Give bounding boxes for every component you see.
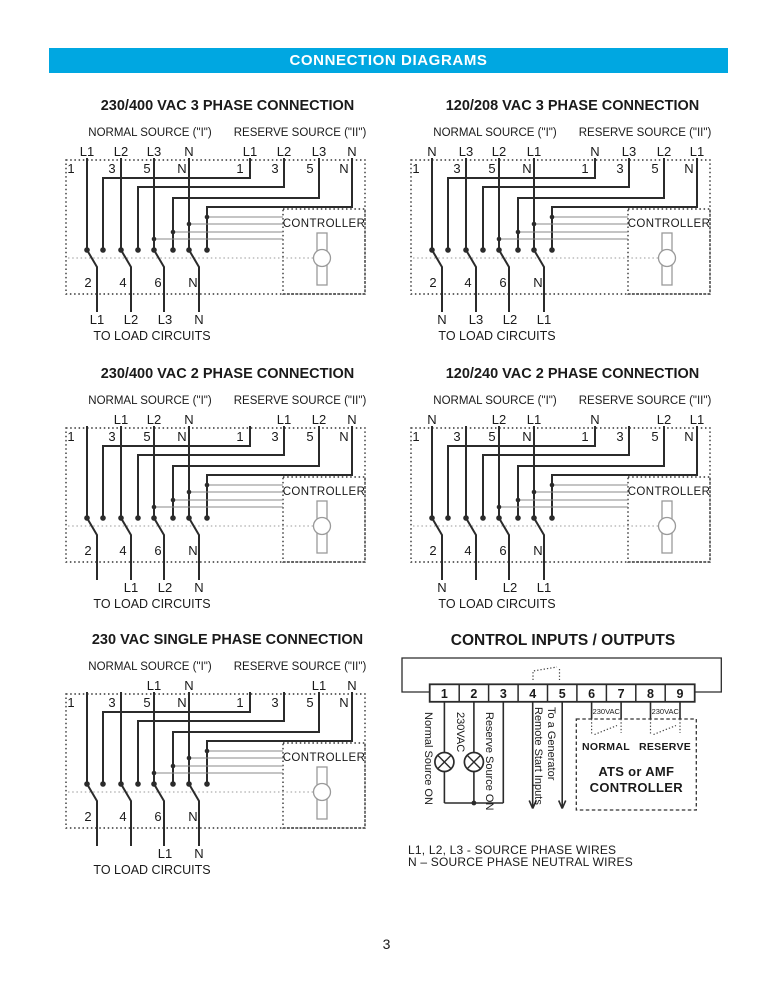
load-wire-label: N xyxy=(194,846,204,861)
terminal-number: 5 xyxy=(143,429,151,444)
actuator-icon xyxy=(314,501,331,553)
ats-controller-label-line1: ATS or AMF xyxy=(598,764,675,779)
terminal-number: 3 xyxy=(616,161,624,176)
terminal-number: 1 xyxy=(581,161,589,176)
control-terminal-number: 4 xyxy=(529,687,537,701)
control-inputs-outputs-section xyxy=(398,633,743,817)
terminal-number: 5 xyxy=(488,161,496,176)
terminal-number: N xyxy=(177,695,187,710)
control-panel-title: CONTROL INPUTS / OUTPUTS xyxy=(450,632,676,649)
top-wire-label: N xyxy=(427,144,437,159)
to-load-circuits-label: TO LOAD CIRCUITS xyxy=(438,329,556,343)
diagram-title: 120/240 VAC 2 PHASE CONNECTION xyxy=(445,366,700,382)
top-wire-label: L1 xyxy=(242,144,258,159)
terminal-number: 3 xyxy=(453,161,461,176)
controller-label: CONTROLLER xyxy=(282,752,366,764)
terminal-number: 6 xyxy=(154,809,162,824)
load-wire-label: L1 xyxy=(123,580,139,595)
wiring-diagram xyxy=(55,120,400,345)
terminal-number: N xyxy=(684,429,694,444)
terminal-number: 5 xyxy=(306,161,314,176)
terminal-number: N xyxy=(339,695,349,710)
terminal-number: 3 xyxy=(108,161,116,176)
wiring-diagram xyxy=(55,388,400,613)
terminal-number: 2 xyxy=(429,275,437,290)
terminal-number: 4 xyxy=(119,543,127,558)
top-wire-label: L2 xyxy=(656,412,672,427)
top-wire-label: L1 xyxy=(526,412,542,427)
terminal-number: 6 xyxy=(499,275,507,290)
load-wire-label: L1 xyxy=(157,846,173,861)
normal-relay-voltage-label: 230VAC xyxy=(592,707,620,716)
load-wire-label: L1 xyxy=(536,312,552,327)
terminal-number: 1 xyxy=(412,429,420,444)
reserve-source-label: RESERVE SOURCE ("II") xyxy=(578,127,712,139)
terminal-number: 1 xyxy=(67,695,75,710)
controller-label: CONTROLLER xyxy=(282,486,366,498)
actuator-icon xyxy=(659,233,676,285)
terminal-number: 5 xyxy=(651,161,659,176)
terminal-number: 3 xyxy=(453,429,461,444)
terminal-number: N xyxy=(339,429,349,444)
reserve-lamp-icon xyxy=(464,753,483,772)
terminal-number: N xyxy=(177,161,187,176)
terminal-number: 5 xyxy=(488,429,496,444)
control-terminal-number: 1 xyxy=(440,687,448,701)
normal-source-label: NORMAL SOURCE ("I") xyxy=(433,395,557,407)
normal-source-label: NORMAL SOURCE ("I") xyxy=(88,395,212,407)
top-wire-label: N xyxy=(347,678,357,693)
terminal-number: N xyxy=(684,161,694,176)
terminal-number: 6 xyxy=(154,275,162,290)
power-wires xyxy=(432,426,697,580)
terminal-number: 4 xyxy=(119,809,127,824)
load-wire-label: L2 xyxy=(502,312,518,327)
normal-source-label: NORMAL SOURCE ("I") xyxy=(88,127,212,139)
top-wire-label: L3 xyxy=(146,144,162,159)
top-wire-label: L3 xyxy=(311,144,327,159)
top-wire-label: N xyxy=(590,144,600,159)
terminal-number: 1 xyxy=(67,429,75,444)
top-wire-label: L1 xyxy=(689,412,705,427)
reserve-source-on-label: Reserve Source ON xyxy=(483,712,495,811)
terminal-number: 4 xyxy=(464,275,472,290)
actuator-icon xyxy=(314,233,331,285)
terminal-number: 5 xyxy=(306,695,314,710)
top-wire-label: L2 xyxy=(311,412,327,427)
reserve-relay-voltage-label: 230VAC xyxy=(651,707,679,716)
power-wires xyxy=(87,158,352,312)
terminal-number: 1 xyxy=(581,429,589,444)
diagram-section-230-400-2phase xyxy=(55,367,400,613)
controller-label: CONTROLLER xyxy=(627,218,711,230)
control-terminal-number: 9 xyxy=(676,687,684,701)
load-wire-label: N xyxy=(437,580,447,595)
diagram-title: 230/400 VAC 2 PHASE CONNECTION xyxy=(100,366,355,382)
terminal-number: 3 xyxy=(616,429,624,444)
load-wire-label: N xyxy=(194,580,204,595)
terminal-number: 4 xyxy=(119,275,127,290)
normal-lamp-icon xyxy=(435,753,454,772)
terminal-number: N xyxy=(522,429,532,444)
top-wire-label: N xyxy=(184,678,194,693)
controller-label: CONTROLLER xyxy=(282,218,366,230)
control-panel-diagram xyxy=(398,655,743,817)
top-wire-label: L1 xyxy=(146,678,162,693)
normal-source-label: NORMAL SOURCE ("I") xyxy=(88,661,212,673)
control-terminal-number: 5 xyxy=(558,687,566,701)
legend xyxy=(408,845,633,868)
terminal-number: 5 xyxy=(143,161,151,176)
top-wire-label: N xyxy=(347,412,357,427)
normal-relay-label: NORMAL xyxy=(582,741,630,753)
top-wire-label: L1 xyxy=(276,412,292,427)
terminal-number: N xyxy=(533,543,543,558)
terminal-number: N xyxy=(339,161,349,176)
top-wire-label: L2 xyxy=(113,144,129,159)
terminal-number: 2 xyxy=(84,809,92,824)
terminal-number: 3 xyxy=(271,695,279,710)
legend-line-1: L1, L2, L3 - SOURCE PHASE WIRES xyxy=(408,843,617,857)
terminal-number: N xyxy=(188,275,198,290)
terminal-number: 6 xyxy=(499,543,507,558)
terminal-number: N xyxy=(188,543,198,558)
top-wire-label: N xyxy=(184,144,194,159)
diagram-title: 230/400 VAC 3 PHASE CONNECTION xyxy=(100,98,355,114)
power-wires xyxy=(432,158,697,312)
terminal-number: N xyxy=(188,809,198,824)
terminal-number: N xyxy=(522,161,532,176)
terminal-number: 1 xyxy=(67,161,75,176)
top-wire-label: L1 xyxy=(311,678,327,693)
top-wire-label: L1 xyxy=(79,144,95,159)
terminal-number: 3 xyxy=(271,161,279,176)
control-terminal-number: 2 xyxy=(470,687,478,701)
load-wire-label: N xyxy=(437,312,447,327)
terminal-number: 3 xyxy=(271,429,279,444)
terminal-number: 5 xyxy=(143,695,151,710)
terminal-number: 3 xyxy=(108,695,116,710)
ats-controller-label-line2: CONTROLLER xyxy=(589,780,683,795)
reserve-source-label: RESERVE SOURCE ("II") xyxy=(578,395,712,407)
terminal-number: 5 xyxy=(306,429,314,444)
wiring-diagram xyxy=(400,388,745,613)
to-load-circuits-label: TO LOAD CIRCUITS xyxy=(93,863,211,877)
load-wire-label: L2 xyxy=(502,580,518,595)
to-load-circuits-label: TO LOAD CIRCUITS xyxy=(93,329,211,343)
page-title: CONNECTION DIAGRAMS xyxy=(289,52,488,69)
page-number: 3 xyxy=(382,936,391,952)
load-wire-label: L2 xyxy=(157,580,173,595)
controller-label: CONTROLLER xyxy=(627,486,711,498)
load-wire-label: L1 xyxy=(89,312,105,327)
diagram-title: 120/208 VAC 3 PHASE CONNECTION xyxy=(445,98,700,114)
power-wires xyxy=(87,692,352,846)
load-wire-label: L3 xyxy=(157,312,173,327)
control-terminal-number: 6 xyxy=(588,687,596,701)
terminal-number: 1 xyxy=(412,161,420,176)
junction-dot xyxy=(472,801,477,806)
terminal-number: 1 xyxy=(236,161,244,176)
top-wire-label: L2 xyxy=(146,412,162,427)
terminal-number: 4 xyxy=(464,543,472,558)
to-load-circuits-label: TO LOAD CIRCUITS xyxy=(93,597,211,611)
actuator-icon xyxy=(314,767,331,819)
terminal-number: 3 xyxy=(108,429,116,444)
top-wire-label: L2 xyxy=(276,144,292,159)
load-wire-label: L1 xyxy=(536,580,552,595)
top-wire-label: L3 xyxy=(458,144,474,159)
legend-line-2: N – SOURCE PHASE NEUTRAL WIRES xyxy=(408,854,633,869)
load-wire-label: N xyxy=(194,312,204,327)
control-terminal-number: 3 xyxy=(499,687,507,701)
remote-start-switch-icon xyxy=(533,667,560,680)
normal-relay-contact-icon xyxy=(592,719,622,735)
load-wire-label: L3 xyxy=(468,312,484,327)
diagram-section-120-240-2phase xyxy=(400,367,745,613)
top-wire-label: L1 xyxy=(113,412,129,427)
reserve-source-label: RESERVE SOURCE ("II") xyxy=(233,661,367,673)
top-wire-label: N xyxy=(347,144,357,159)
control-terminal-number: 8 xyxy=(647,687,654,701)
control-terminal-number: 7 xyxy=(617,687,625,701)
header-bar xyxy=(49,48,728,73)
lamp-voltage-label: 230VAC xyxy=(454,712,466,753)
terminal-number: 6 xyxy=(154,543,162,558)
actuator-icon xyxy=(659,501,676,553)
diagram-title: 230 VAC SINGLE PHASE CONNECTION xyxy=(91,632,364,648)
diagram-section-230-single-phase xyxy=(55,633,400,879)
to-load-circuits-label: TO LOAD CIRCUITS xyxy=(438,597,556,611)
generator-label-line2: Remote Start Inputs xyxy=(532,707,544,805)
top-wire-label: N xyxy=(590,412,600,427)
terminal-number: N xyxy=(177,429,187,444)
wiring-diagram xyxy=(400,120,745,345)
normal-source-on-label: Normal Source ON xyxy=(422,712,434,805)
top-wire-label: L1 xyxy=(689,144,705,159)
diagram-section-120-208-3phase xyxy=(400,99,745,345)
top-wire-label: L2 xyxy=(656,144,672,159)
terminal-number: 2 xyxy=(84,275,92,290)
reserve-source-label: RESERVE SOURCE ("II") xyxy=(233,127,367,139)
reserve-relay-label: RESERVE xyxy=(638,741,692,753)
diagram-section-230-400-3phase xyxy=(55,99,400,345)
normal-source-label: NORMAL SOURCE ("I") xyxy=(433,127,557,139)
wiring-diagram xyxy=(55,654,400,879)
generator-label-line1: To a Generator xyxy=(545,707,557,781)
top-wire-label: L2 xyxy=(491,144,507,159)
top-wire-label: L3 xyxy=(621,144,637,159)
top-wire-label: L2 xyxy=(491,412,507,427)
power-wires xyxy=(87,426,352,580)
terminal-number: 1 xyxy=(236,429,244,444)
terminal-number: 2 xyxy=(429,543,437,558)
load-wire-label: L2 xyxy=(123,312,139,327)
terminal-number: N xyxy=(533,275,543,290)
top-wire-label: N xyxy=(184,412,194,427)
reserve-relay-contact-icon xyxy=(651,719,681,735)
reserve-source-label: RESERVE SOURCE ("II") xyxy=(233,395,367,407)
terminal-number: 2 xyxy=(84,543,92,558)
terminal-number: 5 xyxy=(651,429,659,444)
top-wire-label: N xyxy=(427,412,437,427)
top-wire-label: L1 xyxy=(526,144,542,159)
terminal-number: 1 xyxy=(236,695,244,710)
